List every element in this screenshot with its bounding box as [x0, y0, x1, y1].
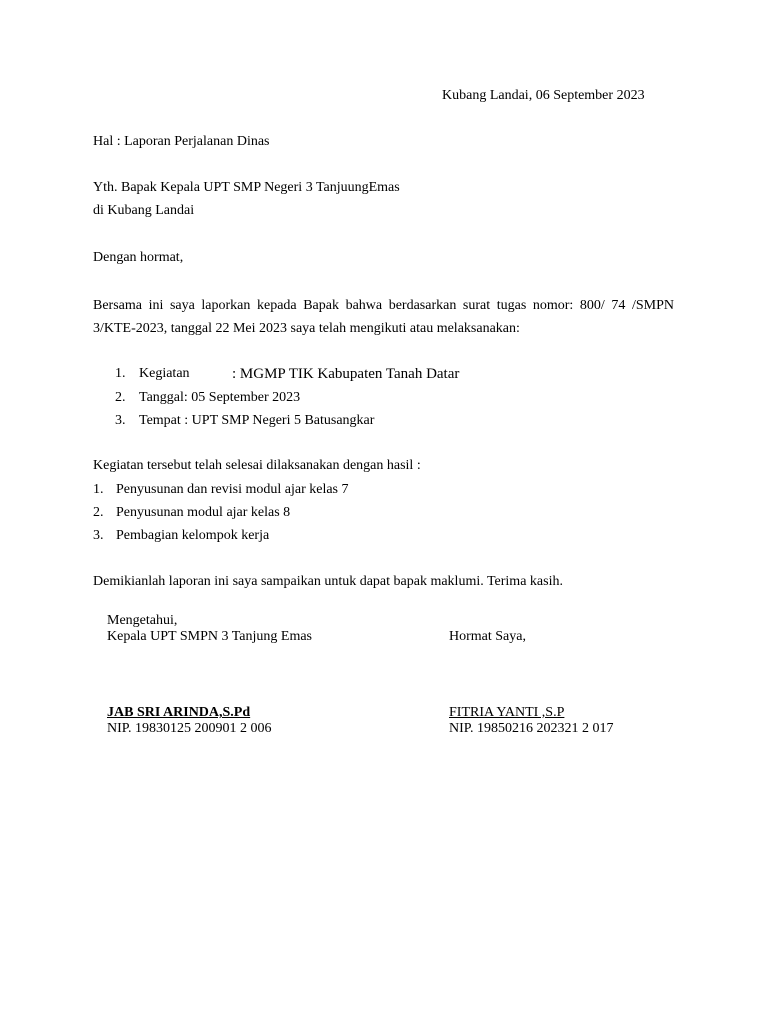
detail-value: : MGMP TIK Kabupaten Tanah Datar	[232, 366, 460, 382]
principal-title: Kepala UPT SMPN 3 Tanjung Emas	[107, 629, 312, 644]
detail-number: 1.	[115, 366, 126, 381]
body-paragraph: Bersama ini saya laporkan kepada Bapak bahwa berdasarkan surat tugas nomor: 800/ 74 /SMPN 3/KTE-2023, tanggal 22 Mei 2023 saya telah mengikuti atau melaksanakan:	[93, 298, 674, 336]
greeting: Dengan hormat,	[93, 250, 184, 265]
closing-sentence: Demikianlah laporan ini saya sampaikan untuk dapat bapak maklumi. Terima kasih.	[93, 574, 563, 589]
result-item	[0, 527, 768, 545]
regards-label: Hormat Saya,	[449, 629, 526, 644]
result-text: Penyusunan dan revisi modul ajar kelas 7	[116, 482, 349, 497]
result-item	[0, 481, 768, 499]
detail-label: Kegiatan	[139, 366, 190, 381]
principal-name: JAB SRI ARINDA,S.Pd	[107, 705, 251, 720]
results-intro: Kegiatan tersebut telah selesai dilaksanakan dengan hasil :	[93, 458, 421, 473]
detail-number: 2.	[115, 390, 126, 405]
detail-item-place	[0, 412, 768, 430]
result-number: 3.	[93, 528, 104, 543]
place-date: Kubang Landai, 06 September 2023	[442, 88, 645, 103]
detail-item-date	[0, 389, 768, 407]
result-text: Penyusunan modul ajar kelas 8	[116, 505, 291, 520]
author-nip: NIP. 19850216 202321 2 017	[449, 721, 614, 736]
result-text: Pembagian kelompok kerja	[116, 528, 270, 543]
recipient-location: di Kubang Landai	[93, 203, 195, 218]
recipient-line: Yth. Bapak Kepala UPT SMP Negeri 3 TanjuungEmas	[93, 180, 400, 195]
detail-item-activity	[0, 365, 768, 383]
principal-nip: NIP. 19830125 200901 2 006	[107, 721, 272, 736]
detail-number: 3.	[115, 413, 126, 428]
result-item	[0, 504, 768, 522]
author-name: FITRIA YANTI ,S.P	[449, 705, 565, 720]
result-number: 2.	[93, 505, 104, 520]
detail-text: Tanggal: 05 September 2023	[139, 390, 301, 405]
subject-line: Hal : Laporan Perjalanan Dinas	[93, 134, 270, 149]
acknowledged-label: Mengetahui,	[107, 613, 178, 628]
result-number: 1.	[93, 482, 104, 497]
detail-text: Tempat : UPT SMP Negeri 5 Batusangkar	[139, 413, 375, 428]
